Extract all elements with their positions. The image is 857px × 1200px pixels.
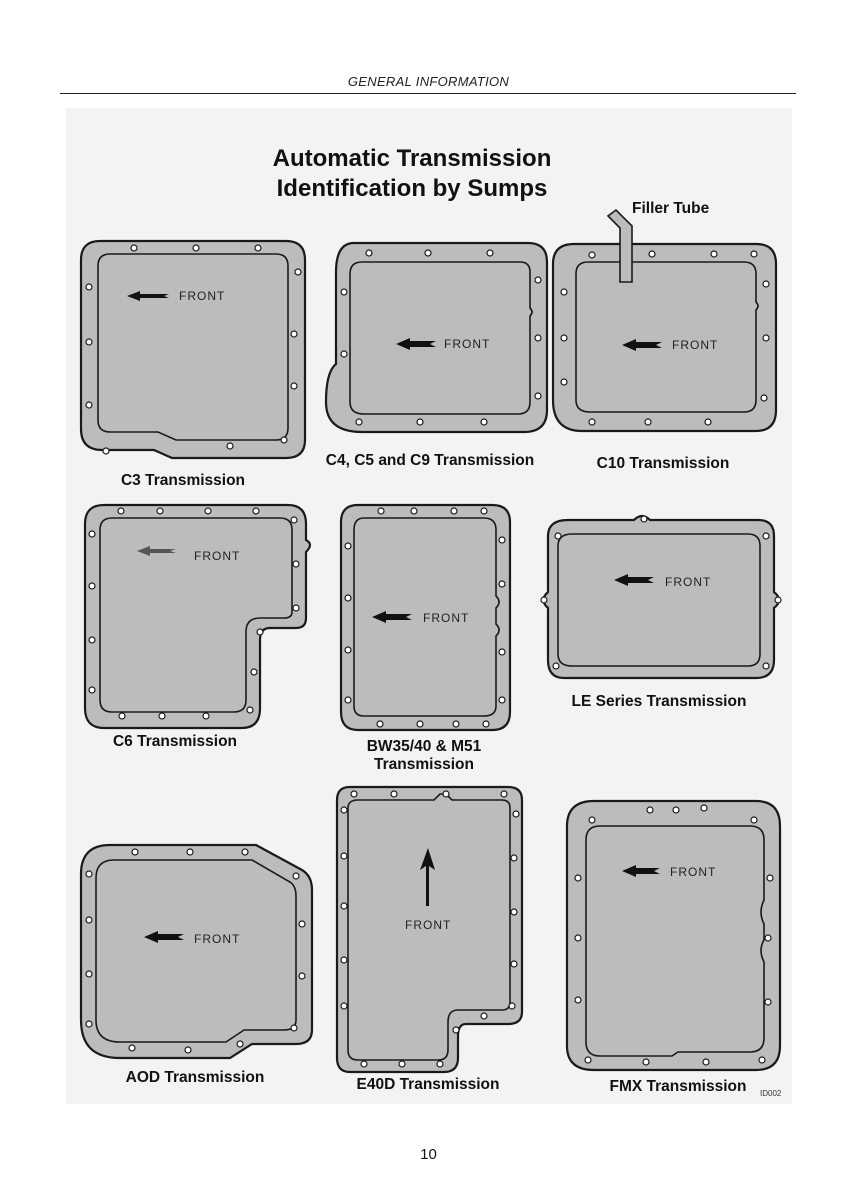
c10-caption: C10 Transmission <box>596 455 730 472</box>
c3-sump-drawing <box>80 240 306 466</box>
c10-sump-pan <box>552 200 778 434</box>
bw35-front-label: FRONT <box>423 611 470 625</box>
aod-front-label: FRONT <box>194 932 241 946</box>
bw35-caption <box>334 738 514 774</box>
e40d-front-label: FRONT <box>405 918 452 932</box>
fmx-caption: FMX Transmission <box>609 1078 747 1095</box>
title-line-2: Identification by Sumps <box>276 175 548 202</box>
header-rule <box>60 93 796 94</box>
c4-sump-drawing <box>324 242 548 434</box>
aod-caption: AOD Transmission <box>125 1069 265 1086</box>
c10-sump-drawing <box>552 200 778 434</box>
aod-sump-pan <box>80 844 316 1062</box>
le-sump-pan <box>538 512 784 682</box>
c3-sump-pan <box>80 240 306 466</box>
e40d-caption: E40D Transmission <box>356 1076 500 1093</box>
le-front-label: FRONT <box>665 575 712 589</box>
c3-caption: C3 Transmission <box>120 472 246 489</box>
image-id-code: ID002 <box>760 1089 782 1098</box>
c6-sump-drawing <box>84 504 316 730</box>
aod-sump-drawing <box>80 844 316 1062</box>
bw35-caption-line-1: BW35/40 & M51 <box>366 738 482 755</box>
filler-tube-label: Filler Tube <box>632 200 710 217</box>
le-sump-drawing <box>538 512 784 682</box>
c4-sump-pan <box>324 242 548 434</box>
c3-front-label: FRONT <box>179 289 226 303</box>
title-line-1: Automatic Transmission <box>272 145 552 172</box>
page-number: 10 <box>420 1146 437 1163</box>
figure-title <box>238 144 586 204</box>
running-header: GENERAL INFORMATION <box>347 74 510 89</box>
c4-front-label: FRONT <box>444 337 491 351</box>
c4-caption: C4, C5 and C9 Transmission <box>325 452 535 469</box>
c6-caption: C6 Transmission <box>112 733 238 750</box>
bw35-caption-line-2: Transmission <box>374 756 474 773</box>
fmx-sump-drawing <box>566 800 784 1072</box>
fmx-front-label: FRONT <box>670 865 717 879</box>
c6-sump-pan <box>84 504 316 730</box>
c10-front-label: FRONT <box>672 338 719 352</box>
fmx-sump-pan <box>566 800 784 1072</box>
le-caption: LE Series Transmission <box>571 693 747 710</box>
c6-front-label: FRONT <box>194 549 241 563</box>
